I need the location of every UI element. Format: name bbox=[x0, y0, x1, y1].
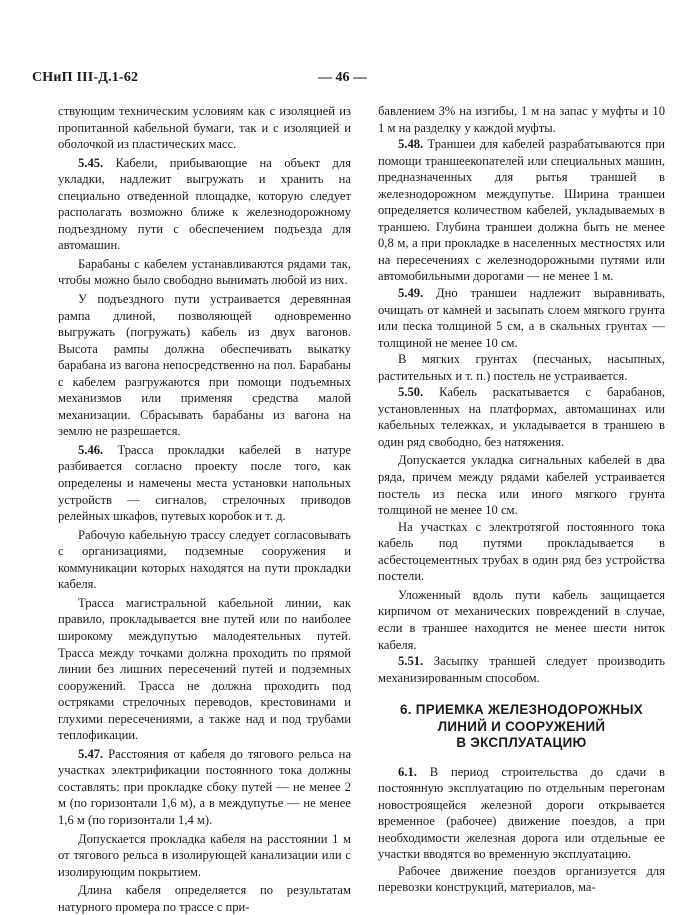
paragraph: Допускается укладка сигнальных кабелей в два ряда, причем между рядами кабелей устраивается постель из песка или иного мягкого грунта толщиной не менее 10 см. bbox=[378, 453, 665, 518]
clause-number: 5.50. bbox=[398, 385, 424, 400]
right-column bbox=[378, 103, 665, 896]
clause-text: Кабель раскатывается с барабанов, установленных на платформах, автомашинах или кабельных тележках, и укладывается в траншею в один ряд свободно, без натяжения. bbox=[378, 385, 665, 449]
paragraph-5-51 bbox=[378, 653, 665, 686]
paragraph: бавлением 3% на изгибы, 1 м на запас у муфты и 10 1 м на разделку у каждой муфты. bbox=[378, 104, 665, 135]
paragraph: Длина кабеля определяется по результатам натурного промера по трассе с при- bbox=[58, 883, 351, 914]
paragraph: Рабочую кабельную трассу следует согласовывать с организациями, подземные сооружения и коммуникации которых находятся на пути прокладки кабеля. bbox=[58, 527, 351, 592]
clause-text: Кабели, прибывающие на объект для укладки, надлежит выгружать и хранить на специально отведенной площадке, которую следует располагать возможно ближе к железнодорожному подъездному пути с обеспечением подъезда для автомашин. bbox=[58, 155, 351, 253]
paragraph: На участках с электротягой постоянного тока кабель под путями прокладывается в асбестоцементных трубах в один ряд без устройства постели. bbox=[378, 519, 665, 584]
section-title bbox=[378, 702, 665, 752]
paragraph: Рабочее движение поездов организуется для перевозки конструкций, материалов, ма- bbox=[378, 863, 665, 895]
paragraph-5-46 bbox=[58, 442, 351, 525]
paragraph-5-47 bbox=[58, 746, 351, 829]
paragraph-5-48 bbox=[378, 136, 665, 285]
section-title-line: 6. ПРИЕМКА ЖЕЛЕЗНОДОРОЖНЫХ bbox=[400, 702, 643, 718]
clause-number: 5.48. bbox=[398, 137, 424, 152]
paragraph: Трасса магистральной кабельной линии, как правило, прокладывается вне путей или по наиболее широкому междупутью малодеятельных путей. Трасса между точками должна проходить по прямой линии без лишних пересечений путей и подземных сооружений. Трасса не должна проходить под остряками стрелочных переводов, крестовинами и глухими пересечениями, а также над и под трубами теплофикации. bbox=[58, 595, 351, 743]
clause-text: В период строительства до сдачи в постоянную эксплуатацию по отдельным перегонам новостроящейся железной дороги открывается временное (рабочее) движение поездов, а при необходимости железная дорога или отдельные ее участки вводятся во временную эксплуатацию. bbox=[378, 764, 665, 862]
clause-number: 5.46. bbox=[78, 442, 104, 457]
clause-text: Расстояния от кабеля до тягового рельса на участках электрификации постоянного тока должны составлять: при прокладке сбоку путей — не менее 2 м (по горизонтали 1,6 м), а в междупутье — не менее 1,6 м (по горизонтали 1,4 м). bbox=[58, 746, 351, 827]
paragraph: Допускается прокладка кабеля на расстоянии 1 м от тягового рельса в изолирующей канализации или с изолирующим покрытием. bbox=[58, 831, 351, 879]
clause-text: Засыпку траншей следует производить механизированным способом. bbox=[378, 654, 665, 685]
paragraph-5-49 bbox=[378, 285, 665, 351]
paragraph: Барабаны с кабелем устанавливаются рядами так, чтобы можно было свободно вынимать любой из них. bbox=[58, 256, 351, 288]
document-code: СНиП III-Д.1-62 bbox=[32, 70, 139, 85]
clause-text: Дно траншеи надлежит выравнивать, очищать от камней и засыпать слоем мягкого грунта или песка толщиной 5 см, а в скальных грунтах — толщиной не менее 10 см. bbox=[378, 286, 665, 350]
paragraph-5-45 bbox=[58, 155, 351, 254]
left-column bbox=[58, 103, 351, 915]
paragraph: Уложенный вдоль пути кабель защищается кирпичом от механических повреждений в случае, если в траншее находится не менее шести ниток кабеля. bbox=[378, 587, 665, 652]
paragraph: У подъездного пути устраивается деревянная рампа длиной, позволяющей одновременно выгружать (погружать) кабель из двух вагонов. Высота рампы должна обеспечивать выкатку барабана из вагона непосредственно на пол. Барабаны с кабелем разгружаются при помощи подъемных механизмов или применяя средства малой механизации. Сбрасывать барабаны из вагона на землю не разрешается. bbox=[58, 292, 351, 439]
paragraph: ствующим техническим условиям как с изоляцией из пропитанной кабельной бумаги, так и с изоляцией и оболочкой из пластических масс. bbox=[58, 104, 351, 152]
paragraph-6-1 bbox=[378, 764, 665, 863]
clause-text: Траншеи для кабелей разрабатываются при помощи траншеекопателей или специальных машин, предназначенных для рытья траншей в железнодорожном междупутье. Ширина траншеи определяется количеством кабелей, укладываемых в траншею. Глубина траншеи должна быть не менее 0,8 м, а при прокладке в населенных местностях или на пересечениях с железнодорожными путями или автомобильными дорогами — не менее 1 м. bbox=[378, 137, 665, 284]
section-title-line: В ЭКСПЛУАТАЦИЮ bbox=[456, 735, 587, 751]
clause-number: 5.49. bbox=[398, 286, 424, 301]
clause-number: 5.47. bbox=[78, 746, 104, 761]
paragraph: В мягких грунтах (песчаных, насыпных, растительных и т. п.) постель не устраивается. bbox=[378, 352, 665, 383]
section-title-line: ЛИНИЙ И СООРУЖЕНИЙ bbox=[437, 718, 606, 734]
page-number: — 46 — bbox=[318, 70, 367, 85]
clause-number: 5.51. bbox=[398, 654, 424, 669]
clause-number: 5.45. bbox=[78, 155, 104, 170]
clause-text: Трасса прокладки кабелей в натуре разбивается согласно проекту после того, как определены и намечены места установки напольных устройств — сигналов, стрелочных приводов релейных шкафов, путевых коробок и т. д. bbox=[58, 442, 351, 524]
paragraph-5-50 bbox=[378, 384, 665, 450]
clause-number: 6.1. bbox=[398, 764, 417, 779]
